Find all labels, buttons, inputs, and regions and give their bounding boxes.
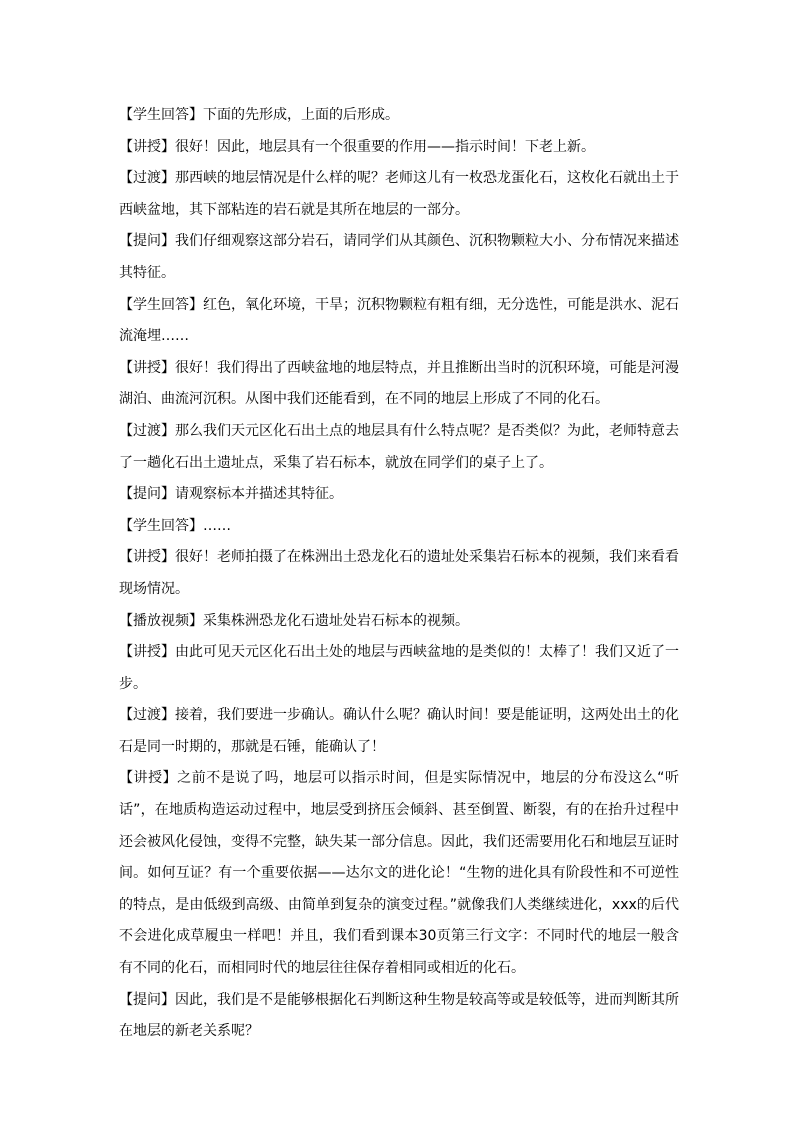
paragraph-question-1: 【提问】我们仔细观察这部分岩石，请同学们从其颜色、沉积物颗粒大小、分布情况来描述其特征。 [119, 233, 679, 281]
paragraph-question-2: 【提问】请观察标本并描述其特征。 [119, 486, 343, 503]
paragraph-lecture-3: 【讲授】很好！老师拍摄了在株洲出土恐龙化石的遗址处采集岩石标本的视频，我们来看看现场情况。 [119, 549, 679, 597]
paragraph-lecture-4: 【讲授】由此可见天元区化石出土处的地层与西峡盆地的是类似的！太棒了！我们又近了一步。 [119, 644, 679, 692]
lesson-transcript [119, 100, 679, 1048]
paragraph-play-video: 【播放视频】采集株洲恐龙化石遗址处岩石标本的视频。 [119, 612, 469, 629]
paragraph-transition-2: 【过渡】那么我们天元区化石出土点的地层具有什么特点呢？是否类似？为此，老师特意去了一趟化石出土遗址点，采集了岩石标本，就放在同学们的桌子上了。 [119, 422, 679, 471]
paragraph-student-answer-3: 【学生回答】…… [119, 517, 231, 534]
paragraph-lecture-2: 【讲授】很好！我们得出了西峡盆地的地层特点，并且推断出当时的沉积环境，可能是河漫湖泊、曲流河沉积。从图中我们还能看到，在不同的地层上形成了不同的化石。 [119, 359, 679, 408]
paragraph-student-answer-2: 【学生回答】红色，氧化环境，干旱；沉积物颗粒有粗有细，无分选性，可能是洪水、泥石流淹埋…… [119, 296, 679, 345]
paragraph-student-answer-1: 【学生回答】下面的先形成，上面的后形成。 [119, 107, 399, 123]
paragraph-transition-1: 【过渡】那西峡的地层情况是什么样的呢？老师这儿有一枚恐龙蛋化石，这枚化石就出土于西峡盆地，其下部粘连的岩石就是其所在地层的一部分。 [119, 170, 679, 218]
paragraph-question-3: 【提问】因此，我们是不是能够根据化石判断这种生物是较高等或是较低等，进而判断其所在地层的新老关系呢？ [119, 991, 679, 1040]
paragraph-lecture-5: 【讲授】之前不是说了吗，地层可以指示时间，但是实际情况中，地层的分布没这么“听话”，在地质构造运动过程中，地层受到挤压会倾斜、甚至倒置、断裂，有的在抬升过程中还会被风化侵蚀，变得不完整，缺失某一部分信息。因此，我们还需要用化石和地层互证时间。如何互证？有一个重要依据——达尔文的进化论！“生物的进化具有阶段性和不可逆性的特点，是由低级到高级、由简单到复杂的演变过程。”就像我们人类继续进化，xxx的后代不会进化成草履虫一样吧！并且，我们看到课本30页第三行文字：不同时代的地层一般含有不同的化石，而相同时代的地层往往保存着相同或相近的化石。 [119, 770, 679, 977]
paragraph-lecture-1: 【讲授】很好！因此，地层具有一个很重要的作用——指示时间！下老上新。 [119, 138, 595, 155]
paragraph-transition-3: 【过渡】接着，我们要进一步确认。确认什么呢？确认时间！要是能证明，这两处出土的化石是同一时期的，那就是石锤，能确认了！ [119, 707, 679, 755]
